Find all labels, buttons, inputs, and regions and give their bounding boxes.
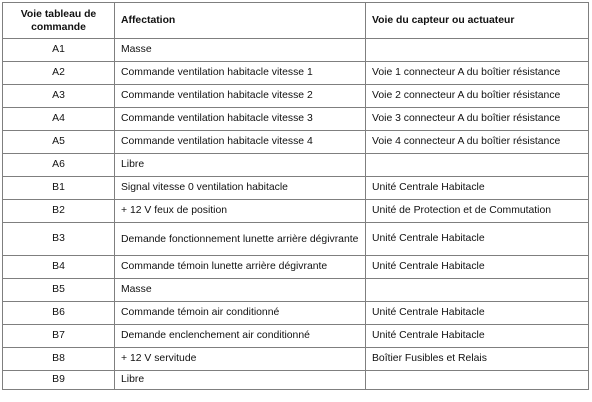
table-row bbox=[3, 371, 589, 390]
capteur-cell: Unité Centrale Habitacle bbox=[366, 256, 589, 279]
voie-cell: A4 bbox=[3, 108, 115, 131]
voie-cell: A6 bbox=[3, 154, 115, 177]
voie-cell: B1 bbox=[3, 177, 115, 200]
voie-cell: B8 bbox=[3, 348, 115, 371]
table-row bbox=[3, 325, 589, 348]
capteur-cell: Unité de Protection et de Commutation bbox=[366, 200, 589, 223]
voie-cell: A5 bbox=[3, 131, 115, 154]
affectation-cell: Libre bbox=[115, 371, 366, 390]
voie-cell: B9 bbox=[3, 371, 115, 390]
affectation-cell: + 12 V feux de position bbox=[115, 200, 366, 223]
affectation-cell: Commande ventilation habitacle vitesse 2 bbox=[115, 85, 366, 108]
voie-cell: B6 bbox=[3, 302, 115, 325]
table-row bbox=[3, 279, 589, 302]
affectation-cell: Masse bbox=[115, 39, 366, 62]
table-row bbox=[3, 223, 589, 256]
table-row bbox=[3, 131, 589, 154]
table-row bbox=[3, 108, 589, 131]
capteur-cell bbox=[366, 371, 589, 390]
header-capteur: Voie du capteur ou actuateur bbox=[366, 3, 589, 39]
voie-cell: B2 bbox=[3, 200, 115, 223]
capteur-cell: Unité Centrale Habitacle bbox=[366, 325, 589, 348]
affectation-cell: Commande témoin lunette arrière dégivrante bbox=[115, 256, 366, 279]
table-row bbox=[3, 256, 589, 279]
affectation-cell: Commande ventilation habitacle vitesse 4 bbox=[115, 131, 366, 154]
capteur-cell bbox=[366, 39, 589, 62]
voie-cell: A1 bbox=[3, 39, 115, 62]
voie-cell: B3 bbox=[3, 223, 115, 256]
table-row bbox=[3, 348, 589, 371]
voie-cell: B5 bbox=[3, 279, 115, 302]
affectation-cell: Demande fonctionnement lunette arrière dégivrante bbox=[115, 223, 366, 256]
table-row bbox=[3, 39, 589, 62]
table-row bbox=[3, 154, 589, 177]
affectation-cell: Commande ventilation habitacle vitesse 3 bbox=[115, 108, 366, 131]
table-row bbox=[3, 177, 589, 200]
affectation-cell: Commande témoin air conditionné bbox=[115, 302, 366, 325]
header-affectation: Affectation bbox=[115, 3, 366, 39]
capteur-cell: Unité Centrale Habitacle bbox=[366, 223, 589, 256]
table-row bbox=[3, 200, 589, 223]
pin-assignment-table bbox=[2, 2, 589, 390]
header-row bbox=[3, 3, 589, 39]
affectation-cell: Commande ventilation habitacle vitesse 1 bbox=[115, 62, 366, 85]
affectation-cell: Demande enclenchement air conditionné bbox=[115, 325, 366, 348]
affectation-cell: + 12 V servitude bbox=[115, 348, 366, 371]
capteur-cell: Voie 3 connecteur A du boîtier résistance bbox=[366, 108, 589, 131]
capteur-cell bbox=[366, 279, 589, 302]
capteur-cell: Voie 4 connecteur A du boîtier résistance bbox=[366, 131, 589, 154]
voie-cell: B4 bbox=[3, 256, 115, 279]
header-voie: Voie tableau de commande bbox=[3, 3, 115, 39]
affectation-cell: Libre bbox=[115, 154, 366, 177]
voie-cell: A2 bbox=[3, 62, 115, 85]
affectation-cell: Masse bbox=[115, 279, 366, 302]
capteur-cell bbox=[366, 154, 589, 177]
table-row bbox=[3, 62, 589, 85]
table-row bbox=[3, 85, 589, 108]
affectation-cell: Signal vitesse 0 ventilation habitacle bbox=[115, 177, 366, 200]
capteur-cell: Voie 1 connecteur A du boîtier résistance bbox=[366, 62, 589, 85]
capteur-cell: Unité Centrale Habitacle bbox=[366, 177, 589, 200]
capteur-cell: Voie 2 connecteur A du boîtier résistance bbox=[366, 85, 589, 108]
capteur-cell: Boîtier Fusibles et Relais bbox=[366, 348, 589, 371]
voie-cell: A3 bbox=[3, 85, 115, 108]
table-row bbox=[3, 302, 589, 325]
voie-cell: B7 bbox=[3, 325, 115, 348]
capteur-cell: Unité Centrale Habitacle bbox=[366, 302, 589, 325]
